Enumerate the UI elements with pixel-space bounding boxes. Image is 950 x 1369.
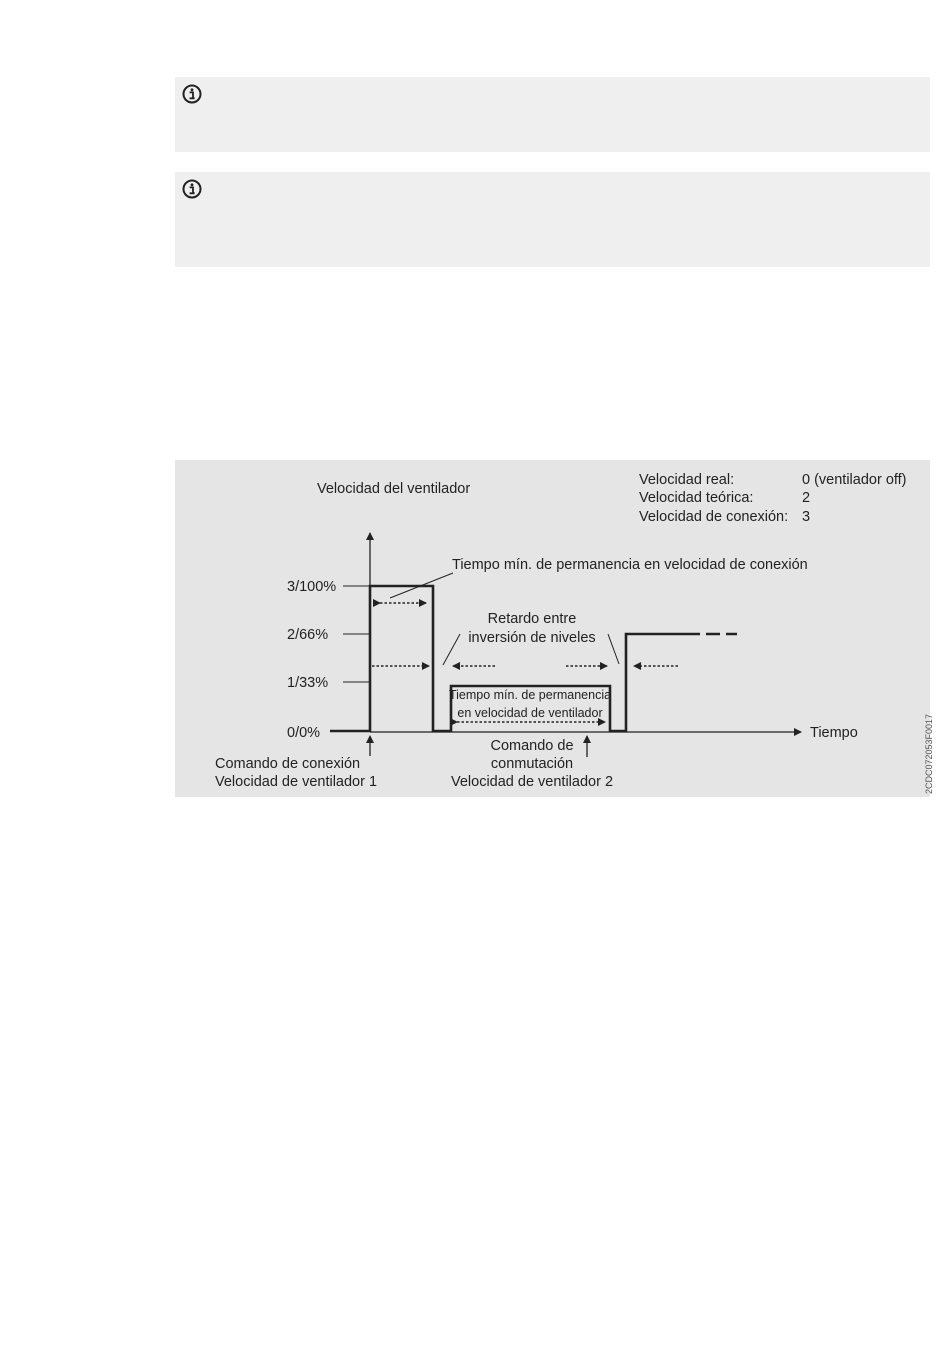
info-icon bbox=[181, 83, 203, 105]
command-1-line1: Comando de conexión bbox=[215, 756, 361, 772]
command-1-line2: Velocidad de ventilador 1 bbox=[215, 774, 378, 790]
min-speed-time-label-line2: en velocidad de ventilador bbox=[457, 706, 603, 720]
y-axis-title: Velocidad del ventilador bbox=[317, 481, 471, 497]
command-2-line1: Comando de bbox=[490, 738, 574, 754]
min-conn-time-label: Tiempo mín. de permanencia en velocidad de conexión bbox=[452, 557, 808, 573]
status-label-real: Velocidad real: bbox=[639, 472, 735, 488]
info-note-2 bbox=[175, 172, 930, 267]
status-label-connection: Velocidad de conexión: bbox=[639, 509, 789, 525]
y-tick-label: 1/33% bbox=[287, 675, 329, 691]
leader-line bbox=[443, 634, 460, 665]
diagram-canvas bbox=[175, 460, 930, 797]
status-value-connection: 3 bbox=[802, 509, 811, 525]
info-icon bbox=[181, 178, 203, 200]
delay-label-line1: Retardo entre bbox=[487, 611, 577, 627]
leader-line bbox=[608, 634, 619, 664]
command-2-line3: Velocidad de ventilador 2 bbox=[450, 774, 614, 790]
y-tick-label: 3/100% bbox=[287, 579, 337, 595]
x-axis-title: Tiempo bbox=[810, 725, 858, 741]
y-tick-label: 0/0% bbox=[287, 725, 321, 741]
status-value-theoretical: 2 bbox=[802, 490, 811, 506]
figure-code-text: 2CDC072053F0017 bbox=[924, 713, 934, 794]
status-label-theoretical: Velocidad teórica: bbox=[639, 490, 754, 506]
info-note-1 bbox=[175, 77, 930, 152]
y-tick-label: 2/66% bbox=[287, 627, 329, 643]
figure-code bbox=[922, 700, 936, 795]
command-2-line2: conmutación bbox=[490, 756, 574, 772]
delay-label-line2: inversión de niveles bbox=[468, 630, 596, 646]
fan-speed-diagram bbox=[175, 460, 930, 797]
min-speed-time-label-line1: Tiempo mín. de permanencia bbox=[448, 688, 612, 702]
status-value-real: 0 (ventilador off) bbox=[802, 472, 907, 488]
